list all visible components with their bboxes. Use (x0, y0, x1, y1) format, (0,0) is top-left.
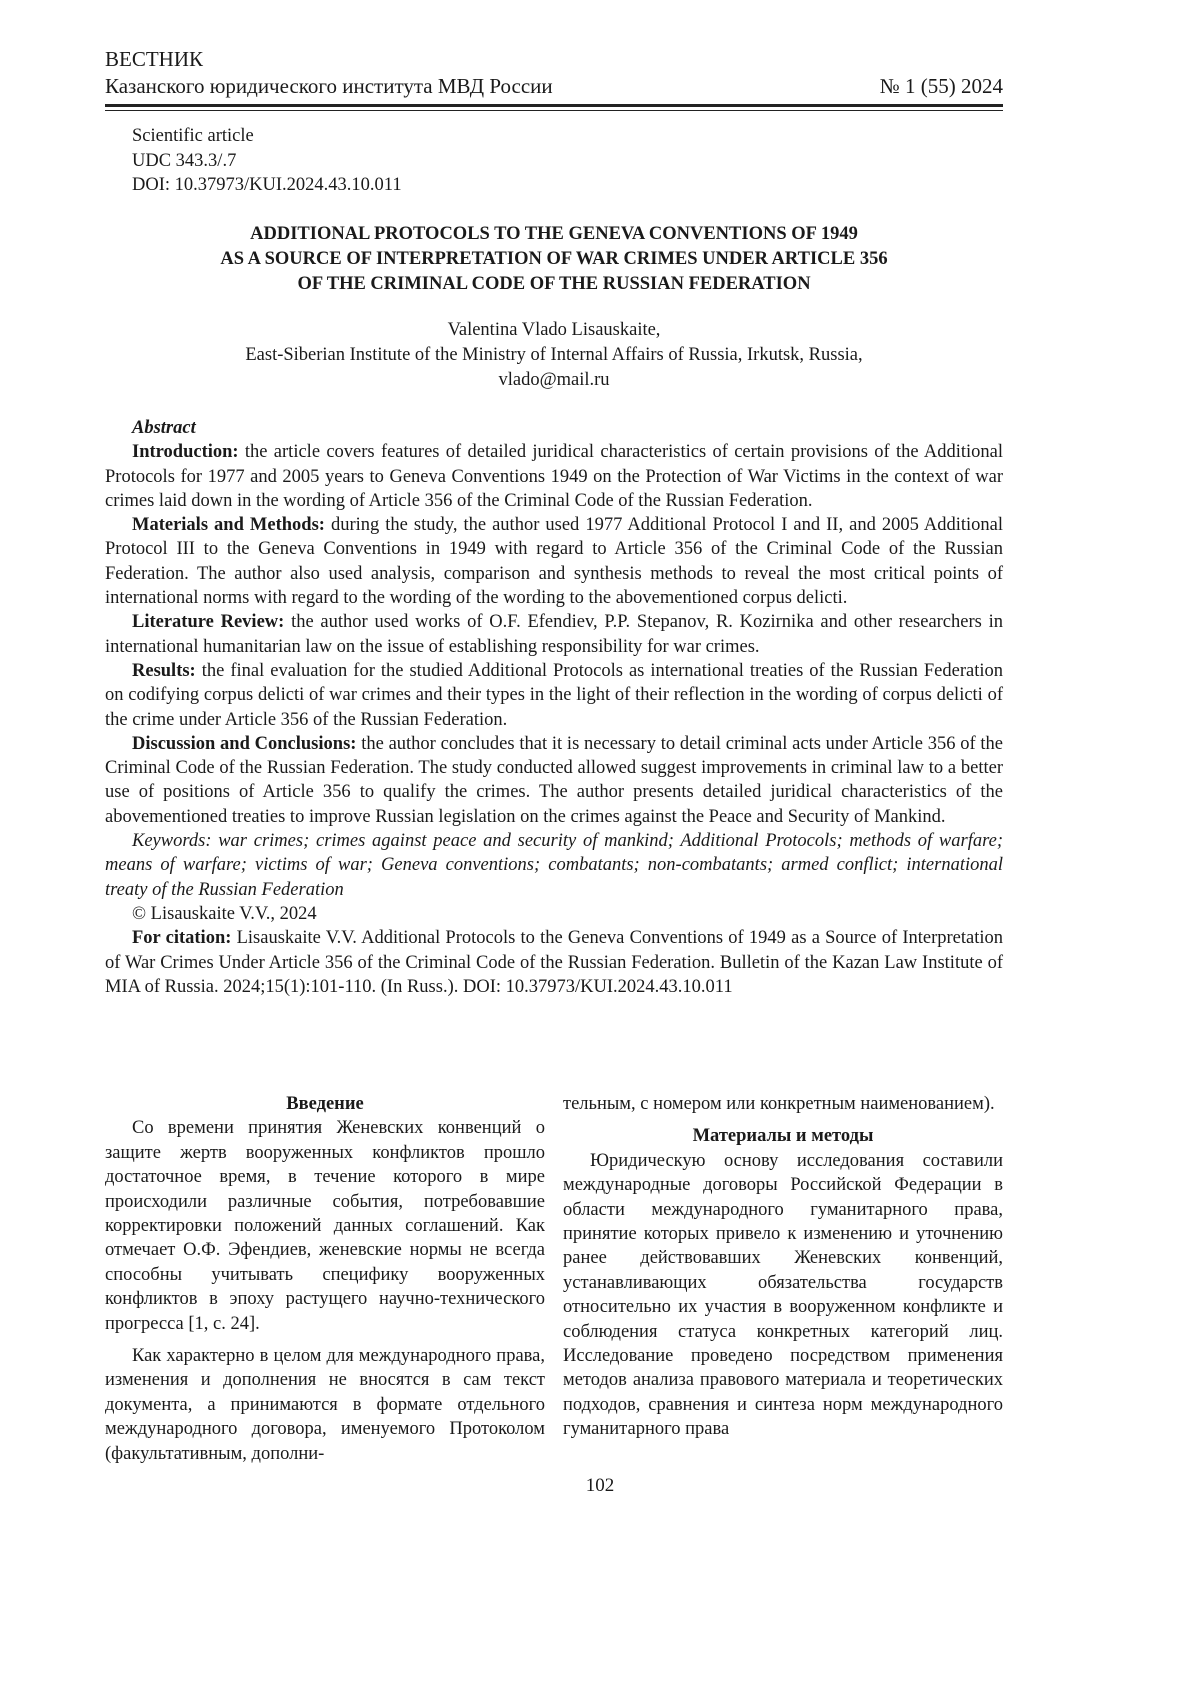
title-line: ADDITIONAL PROTOCOLS TO THE GENEVA CONVENTIONS OF 1949 (105, 222, 1003, 247)
article-type: Scientific article (132, 124, 402, 149)
journal-name-line2: Казанского юридического института МВД России (105, 73, 553, 100)
section-text: the author concludes that it is necessary to detail criminal acts under Article 356 of the Criminal Code of the Russian Federation. The study conducted allowed suggest improvements in criminal law to a better use of positions of Article 356 to qualify the crimes. The author presents detailed juridical characteristics of the abovementioned treaties to improve Russian legislation on the crimes against the Peace and Security of Mankind. (105, 734, 1003, 827)
abstract-literature (105, 610, 1003, 659)
author-name: Valentina Vlado Lisauskaite, (105, 318, 1003, 343)
abstract-results (105, 659, 1003, 732)
abstract (105, 416, 1003, 999)
abstract-introduction (105, 440, 1003, 513)
udc: UDC 343.3/.7 (132, 149, 402, 174)
keywords: Keywords: war crimes; crimes against peace and security of mankind; Additional Protocols; methods of warfare; means of warfare; victims of war; Geneva conventions; combatants; non-combatants; armed conflict; international treaty of the Russian Federation (105, 829, 1003, 902)
section-text: during the study, the author used 1977 Additional Protocol I and II, and 2005 Additional Protocol III to the Geneva Conventions in 1949 with regard to Article 356 of the Criminal Code of the Russian Federation. The author also used analysis, comparison and synthesis methods to reveal the most critical points of international norms with regard to the wording of the wording to the abovementioned corpus delicti. (105, 515, 1003, 608)
section-heading-methods: Материалы и методы (563, 1124, 1003, 1148)
header-rule (105, 104, 1003, 111)
copyright: © Lisauskaite V.V., 2024 (105, 902, 1003, 926)
doi: DOI: 10.37973/KUI.2024.43.10.011 (132, 173, 402, 198)
paragraph-continuation: тельным, с номером или конкретным наименованием). (563, 1092, 1003, 1116)
journal-name-line1: ВЕСТНИК (105, 46, 1003, 73)
article-meta (132, 124, 402, 198)
paragraph: Юридическую основу исследования составили международные договоры Российской Федерации в области международного гуманитарного права, принятие которых привело к изменению и уточнению ранее действовавших Женевских конвенций, устанавливающих обязательства государств относительно их участия в вооруженном конфликте и соблюдения статуса конкретных категорий лиц. Исследование проведено посредством применения методов анализа правового материала и теоретических подходов, сравнения и синтеза норм международного гуманитарного права (563, 1149, 1003, 1442)
citation (105, 926, 1003, 999)
section-text: the author used works of O.F. Efendiev, P.P. Stepanov, R. Kozirnika and other researchers in international humanitarian law on the issue of establishing responsibility for war crimes. (105, 612, 1003, 656)
author-block (105, 318, 1003, 393)
section-label: Results: (132, 661, 196, 681)
section-label: Discussion and Conclusions: (132, 734, 356, 754)
section-heading-introduction: Введение (105, 1092, 545, 1116)
section-label: Literature Review: (132, 612, 284, 632)
journal-header (105, 46, 1003, 100)
abstract-materials (105, 513, 1003, 610)
author-affiliation: East-Siberian Institute of the Ministry of Internal Affairs of Russia, Irkutsk, Russia, (105, 343, 1003, 368)
body-columns (105, 1092, 1003, 1474)
issue-number: № 1 (55) 2024 (880, 73, 1003, 100)
page-number: 102 (0, 1475, 1200, 1497)
section-label: Introduction: (132, 442, 239, 462)
citation-label: For citation: (132, 928, 231, 948)
paragraph: Со времени принятия Женевских конвенций о защите жертв вооруженных конфликтов прошло достаточное время, в течение которого в мире происходили различные события, потребовавшие корректировки положений данных соглашений. Как отмечает О.Ф. Эфендиев, женевские нормы не всегда способны учитывать специфику вооруженных конфликтов в эпоху растущего научно-технического прогресса [1, с. 24]. (105, 1116, 545, 1336)
section-text: the final evaluation for the studied Additional Protocols as international treaties of the Russian Federation on codifying corpus delicti of war crimes and their types in the light of their reflection in the wording of corpus delicti of the crime under Article 356 of the Russian Federation. (105, 661, 1003, 730)
author-email: vlado@mail.ru (105, 368, 1003, 393)
abstract-heading: Abstract (105, 416, 1003, 440)
right-column (563, 1092, 1003, 1474)
section-text: the article covers features of detailed juridical characteristics of certain provisions of the Additional Protocols for 1977 and 2005 years to Geneva Conventions 1949 on the Protection of War Victims in the context of war crimes laid down in the wording of Article 356 of the Criminal Code of the Russian Federation. (105, 442, 1003, 511)
paragraph: Как характерно в целом для международного права, изменения и дополнения не вносятся в сам текст документа, а принимаются в формате отдельного международного договора, именуемого Протоколом (факультативным, дополни- (105, 1344, 545, 1466)
citation-text: Lisauskaite V.V. Additional Protocols to the Geneva Conventions of 1949 as a Source of Interpretation of War Crimes Under Article 356 of the Criminal Code of the Russian Federation. Bulletin of the Kazan Law Institute of MIA of Russia. 2024;15(1):101-110. (In Russ.). DOI: 10.37973/KUI.2024.43.10.011 (105, 928, 1003, 997)
title-line: AS A SOURCE OF INTERPRETATION OF WAR CRIMES UNDER ARTICLE 356 (105, 247, 1003, 272)
article-title (105, 222, 1003, 297)
abstract-discussion (105, 732, 1003, 829)
title-line: OF THE CRIMINAL CODE OF THE RUSSIAN FEDERATION (105, 272, 1003, 297)
section-label: Materials and Methods: (132, 515, 325, 535)
left-column (105, 1092, 545, 1474)
